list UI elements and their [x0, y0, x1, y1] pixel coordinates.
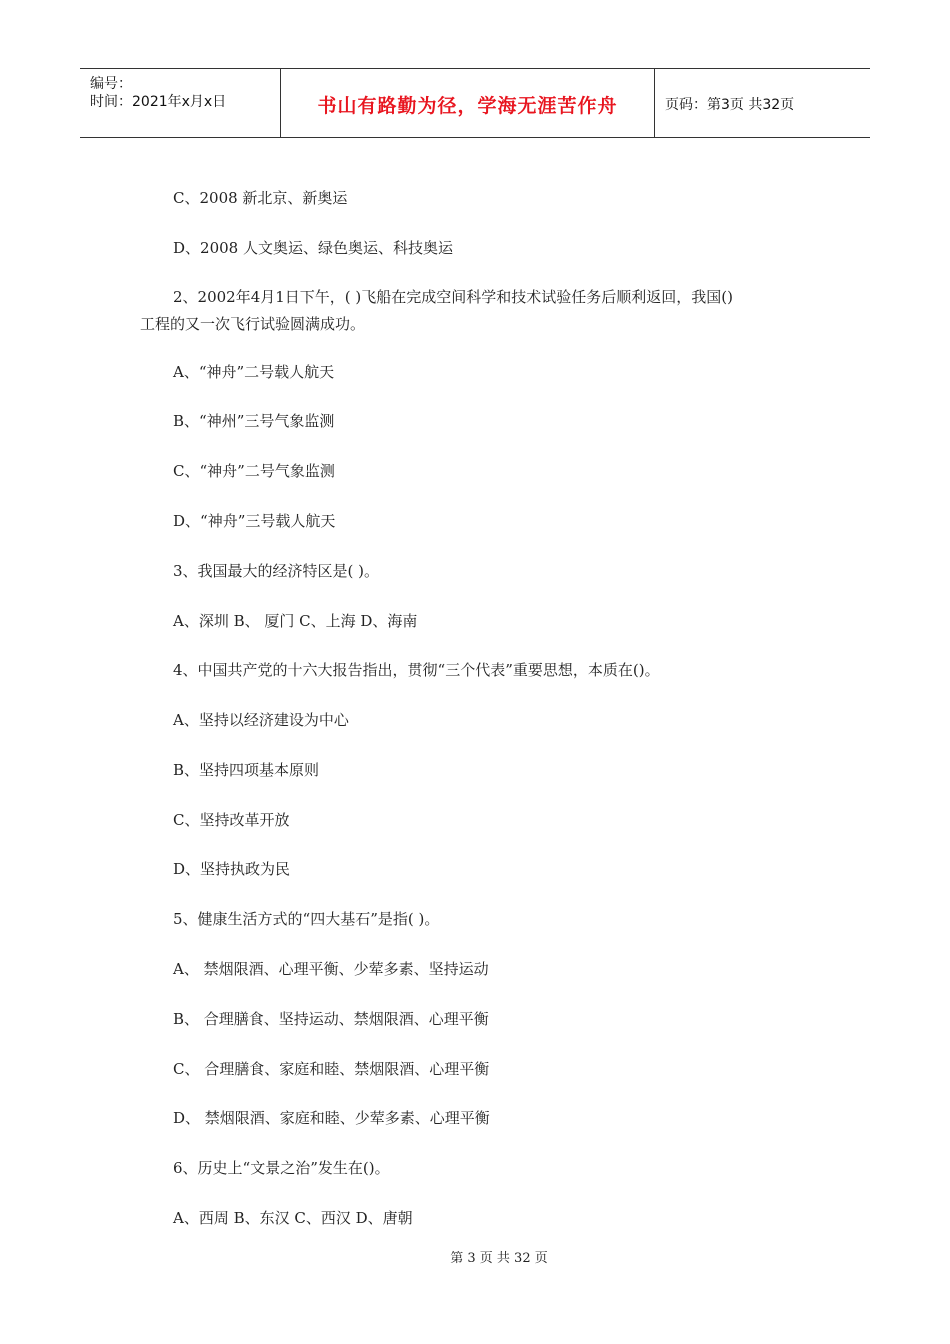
option-line: A、西周 B、东汉 C、西汉 D、唐朝 [173, 1209, 413, 1227]
option-line: C、 合理膳食、家庭和睦、禁烟限酒、心理平衡 [173, 1060, 490, 1078]
option-line: D、“神舟”三号载人航天 [173, 512, 336, 530]
question-line: 5、健康生活方式的“四大基石”是指( )。 [173, 910, 440, 928]
option-line: C、坚持改革开放 [173, 811, 290, 829]
number-label: 编号： [90, 76, 132, 92]
question-line: 工程的又一次飞行试验圆满成功。 [140, 315, 366, 333]
header-meta [80, 69, 281, 137]
question-line: 3、我国最大的经济特区是( )。 [173, 562, 380, 580]
option-line: A、深圳 B、 厦门 C、上海 D、海南 [173, 612, 418, 630]
option-line: A、“神舟”二号载人航天 [173, 363, 335, 381]
page-footer: 第 3 页 共 32 页 [450, 1251, 548, 1266]
option-line: B、 合理膳食、坚持运动、禁烟限酒、心理平衡 [173, 1010, 489, 1028]
question-line: 6、历史上“文景之治”发生在()。 [173, 1159, 390, 1177]
option-line: D、坚持执政为民 [173, 860, 291, 878]
option-line: D、2008 人文奥运、绿色奥运、科技奥运 [173, 239, 453, 257]
option-line: C、2008 新北京、新奥运 [173, 189, 348, 207]
header-page-cell [655, 69, 870, 137]
question-line: 4、中国共产党的十六大报告指出，贯彻“三个代表”重要思想，本质在()。 [173, 661, 660, 679]
option-line: A、 禁烟限酒、心理平衡、少荤多素、坚持运动 [173, 960, 489, 978]
page-info: 页码：第3页 共32页 [665, 97, 795, 113]
motto-text: 书山有路勤为径，学海无涯苦作舟 [317, 95, 618, 117]
option-line: C、“神舟”二号气象监测 [173, 462, 335, 480]
question-line: 2、2002年4月1日下午，( )飞船在完成空间科学和技术试验任务后顺利返回，我国() [173, 288, 733, 306]
header-motto-cell [281, 69, 655, 137]
option-line: D、 禁烟限酒、家庭和睦、少荤多素、心理平衡 [173, 1109, 490, 1127]
option-line: A、坚持以经济建设为中心 [173, 711, 349, 729]
option-line: B、坚持四项基本原则 [173, 761, 320, 779]
page-header [80, 68, 870, 138]
time-label: 时间：2021年x月x日 [90, 94, 227, 110]
option-line: B、“神州”三号气象监测 [173, 412, 335, 430]
